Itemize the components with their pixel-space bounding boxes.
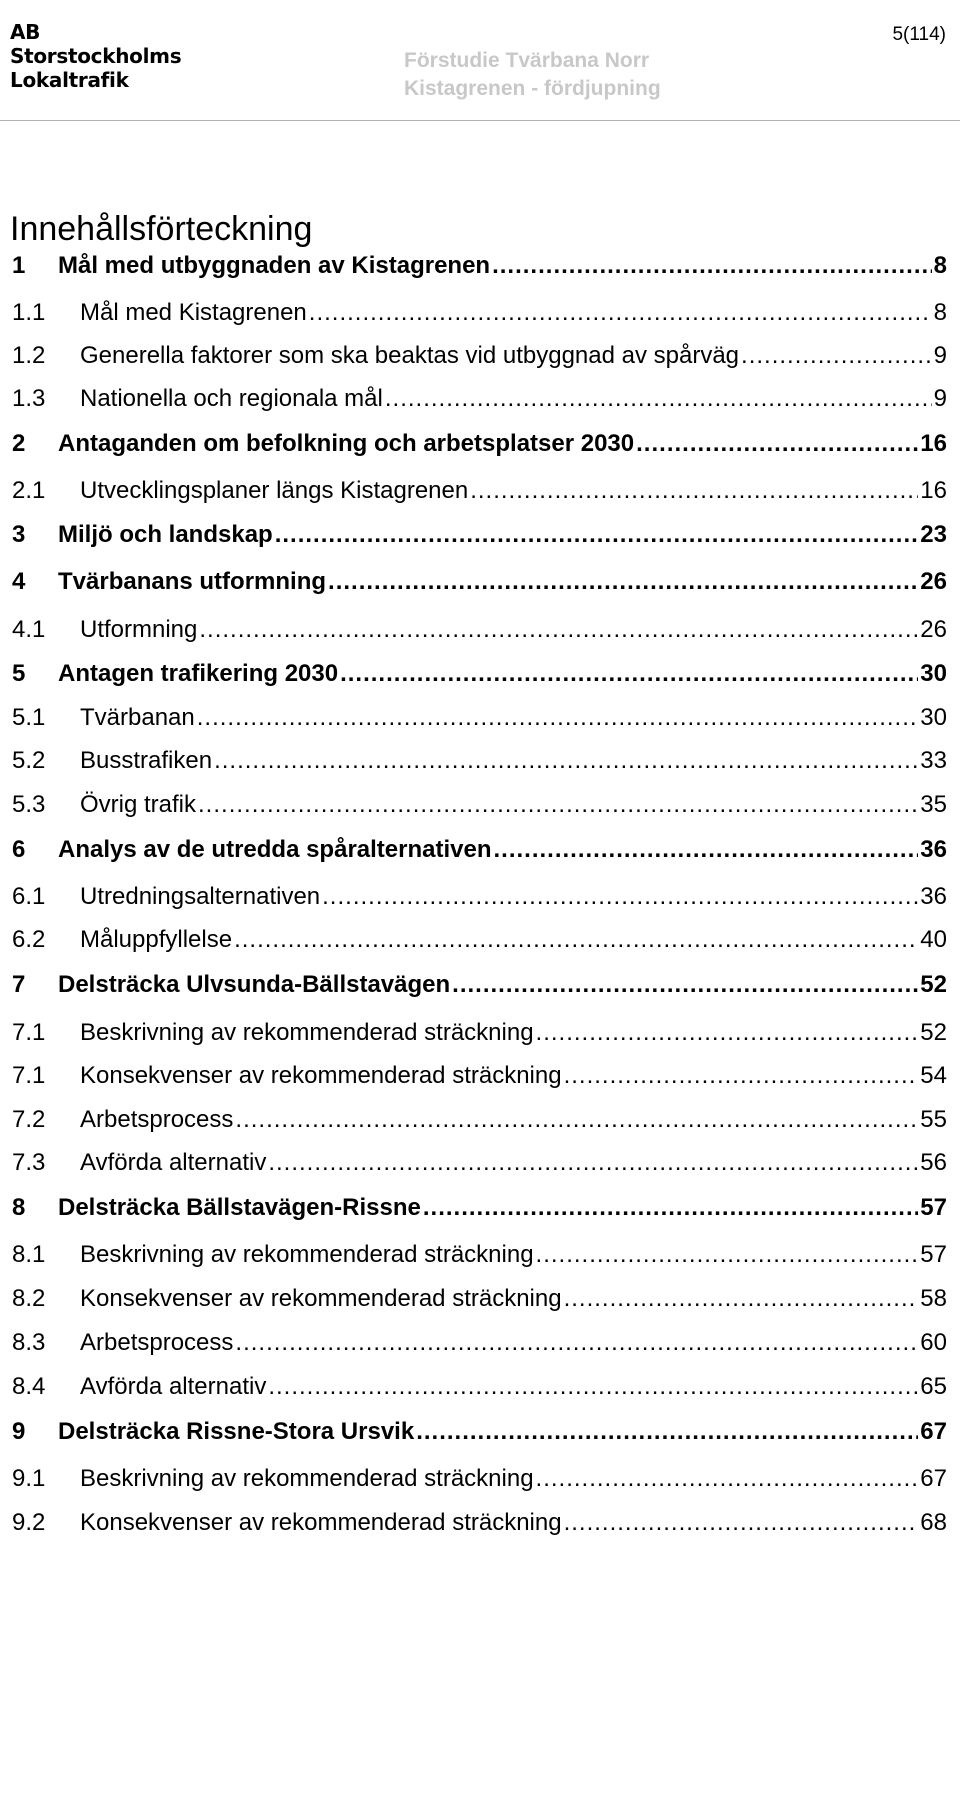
toc-entry-title: Avförda alternativ — [80, 1373, 267, 1400]
toc-entry[interactable] — [12, 296, 947, 330]
toc-entry-number: 9.1 — [12, 1465, 46, 1492]
toc-entry[interactable] — [12, 923, 947, 957]
document-title-line-2: Kistagrenen - fördjupning — [404, 77, 661, 100]
toc-entry[interactable] — [12, 382, 947, 416]
toc-entry-title: Tvärbanans utformning — [58, 568, 327, 595]
toc-entry-page: 35 — [920, 791, 947, 818]
toc-entry-title: Antaganden om befolkning och arbetsplatser 2030 — [58, 430, 635, 457]
toc-entry[interactable] — [12, 880, 947, 914]
toc-entry[interactable] — [12, 833, 947, 867]
toc-entry-page: 26 — [920, 568, 947, 595]
toc-entry-title: Delsträcka Bällstavägen-Rissne — [58, 1194, 421, 1221]
toc-entry[interactable] — [12, 1103, 947, 1137]
toc-entry-page: 60 — [920, 1329, 947, 1356]
toc-entry-page: 9 — [933, 342, 947, 369]
toc-entry-title: Måluppfyllelse — [80, 926, 233, 953]
toc-entry-number: 5.2 — [12, 747, 46, 774]
toc-entry-number: 8.4 — [12, 1373, 46, 1400]
toc-entry-title: Busstrafiken — [80, 747, 213, 774]
toc-entry[interactable] — [12, 249, 947, 283]
toc-dot-leader — [492, 249, 932, 283]
toc-entry-number: 6.1 — [12, 883, 46, 910]
toc-entry-number: 2 — [12, 430, 26, 457]
toc-entry-page: 33 — [920, 747, 947, 774]
toc-entry-number: 3 — [12, 521, 26, 548]
toc-entry[interactable] — [12, 1326, 947, 1360]
toc-dot-leader — [470, 474, 918, 508]
toc-entry-title: Analys av de utredda spåralternativen — [58, 836, 492, 863]
toc-entry[interactable] — [12, 1282, 947, 1316]
toc-dot-leader — [214, 744, 918, 778]
toc-entry[interactable] — [12, 1016, 947, 1050]
toc-entry[interactable] — [12, 1370, 947, 1404]
toc-entry-number: 7.2 — [12, 1106, 46, 1133]
toc-entry-page: 36 — [920, 836, 947, 863]
toc-entry-page: 26 — [920, 616, 947, 643]
logo-line-1: AB — [10, 20, 41, 44]
toc-entry[interactable] — [12, 1506, 947, 1540]
document-title — [404, 47, 661, 103]
toc-dot-leader — [385, 382, 932, 416]
toc-entry[interactable] — [12, 427, 947, 461]
toc-entry-number: 8.1 — [12, 1241, 46, 1268]
toc-entry-number: 7.1 — [12, 1019, 46, 1046]
toc-entry-title: Mål med utbyggnaden av Kistagrenen — [58, 252, 491, 279]
toc-entry-number: 8.2 — [12, 1285, 46, 1312]
toc-entry-title: Arbetsprocess — [80, 1329, 234, 1356]
toc-entry-number: 5.1 — [12, 704, 46, 731]
logo-line-3: Lokaltrafik — [10, 68, 129, 92]
toc-dot-leader — [416, 1415, 918, 1449]
toc-entry-number: 9.2 — [12, 1509, 46, 1536]
toc-entry[interactable] — [12, 1059, 947, 1093]
toc-entry-title: Mål med Kistagrenen — [80, 299, 307, 326]
toc-entry-number: 9 — [12, 1418, 26, 1445]
toc-entry-number: 6.2 — [12, 926, 46, 953]
toc-entry-title: Beskrivning av rekommenderad sträckning — [80, 1019, 534, 1046]
toc-entry-number: 2.1 — [12, 477, 46, 504]
toc-dot-leader — [328, 565, 918, 599]
toc-entry[interactable] — [12, 1238, 947, 1272]
toc-entry[interactable] — [12, 1146, 947, 1180]
toc-dot-leader — [268, 1370, 918, 1404]
toc-entry-page: 54 — [920, 1062, 947, 1089]
toc-entry-page: 36 — [920, 883, 947, 910]
toc-entry-page: 8 — [933, 252, 947, 279]
toc-entry-page: 67 — [920, 1418, 947, 1445]
toc-entry-page: 68 — [920, 1509, 947, 1536]
toc-entry-title: Konsekvenser av rekommenderad sträckning — [80, 1509, 562, 1536]
toc-entry[interactable] — [12, 565, 947, 599]
toc-entry[interactable] — [12, 788, 947, 822]
toc-dot-leader — [423, 1191, 918, 1225]
toc-entry-page: 30 — [920, 704, 947, 731]
toc-dot-leader — [340, 657, 918, 691]
toc-entry-title: Tvärbanan — [80, 704, 195, 731]
toc-entry-number: 7.3 — [12, 1149, 46, 1176]
toc-entry[interactable] — [12, 701, 947, 735]
toc-entry-page: 55 — [920, 1106, 947, 1133]
toc-entry-title: Beskrivning av rekommenderad sträckning — [80, 1465, 534, 1492]
toc-entry-title: Konsekvenser av rekommenderad sträckning — [80, 1062, 562, 1089]
logo-line-2: Storstockholms — [10, 44, 182, 68]
toc-entry-page: 40 — [920, 926, 947, 953]
toc-entry[interactable] — [12, 1191, 947, 1225]
toc-entry-page: 52 — [920, 971, 947, 998]
toc-dot-leader — [452, 968, 918, 1002]
toc-entry-page: 16 — [920, 430, 947, 457]
toc-dot-leader — [197, 701, 919, 735]
toc-entry-title: Nationella och regionala mål — [80, 385, 383, 412]
toc-dot-leader — [536, 1238, 919, 1272]
toc-entry-number: 1.2 — [12, 342, 46, 369]
toc-entry-page: 56 — [920, 1149, 947, 1176]
toc-dot-leader — [536, 1016, 919, 1050]
toc-entry-title: Utvecklingsplaner längs Kistagrenen — [80, 477, 469, 504]
toc-entry-page: 57 — [920, 1194, 947, 1221]
toc-entry-page: 8 — [933, 299, 947, 326]
toc-entry-number: 5 — [12, 660, 26, 687]
toc-dot-leader — [198, 788, 918, 822]
toc-dot-leader — [636, 427, 918, 461]
toc-entry-title: Antagen trafikering 2030 — [58, 660, 339, 687]
toc-entry-page: 67 — [920, 1465, 947, 1492]
toc-entry-page: 23 — [920, 521, 947, 548]
toc-dot-leader — [564, 1282, 919, 1316]
toc-entry[interactable] — [12, 1462, 947, 1496]
toc-entry-number: 8 — [12, 1194, 26, 1221]
toc-entry-page: 65 — [920, 1373, 947, 1400]
toc-entry-number: 7 — [12, 971, 26, 998]
toc-dot-leader — [309, 296, 932, 330]
toc-dot-leader — [235, 1103, 918, 1137]
toc-dot-leader — [741, 339, 932, 373]
toc-entry-page: 52 — [920, 1019, 947, 1046]
toc-entry-title: Delsträcka Ulvsunda-Bällstavägen — [58, 971, 451, 998]
toc-entry[interactable] — [12, 744, 947, 778]
toc-entry[interactable] — [12, 518, 947, 552]
toc-dot-leader — [536, 1462, 919, 1496]
toc-entry[interactable] — [12, 968, 947, 1002]
toc-entry-number: 1 — [12, 252, 26, 279]
toc-entry-number: 6 — [12, 836, 26, 863]
toc-dot-leader — [234, 923, 918, 957]
toc-entry-page: 9 — [933, 385, 947, 412]
toc-entry-number: 4.1 — [12, 616, 46, 643]
toc-dot-leader — [199, 613, 918, 647]
toc-entry-number: 8.3 — [12, 1329, 46, 1356]
toc-heading: Innehållsförteckning — [10, 210, 313, 248]
toc-dot-leader — [564, 1059, 919, 1093]
toc-entry-title: Avförda alternativ — [80, 1149, 267, 1176]
toc-entry-page: 58 — [920, 1285, 947, 1312]
toc-dot-leader — [494, 833, 919, 867]
toc-entry-page: 16 — [920, 477, 947, 504]
toc-entry[interactable] — [12, 1415, 947, 1449]
toc-dot-leader — [275, 518, 919, 552]
toc-entry-title: Generella faktorer som ska beaktas vid utbyggnad av spårväg — [80, 342, 740, 369]
toc-entry[interactable] — [12, 339, 947, 373]
toc-entry-title: Utredningsalternativen — [80, 883, 321, 910]
toc-dot-leader — [268, 1146, 918, 1180]
toc-entry-title: Övrig trafik — [80, 791, 197, 818]
toc-entry-number: 4 — [12, 568, 26, 595]
toc-entry-page: 57 — [920, 1241, 947, 1268]
toc-entry-number: 1.1 — [12, 299, 46, 326]
toc-entry[interactable] — [12, 474, 947, 508]
page-number: 5(114) — [892, 24, 946, 45]
toc-entry-page: 30 — [920, 660, 947, 687]
document-title-line-1: Förstudie Tvärbana Norr — [404, 49, 650, 72]
toc-entry-title: Miljö och landskap — [58, 521, 273, 548]
toc-entry-number: 1.3 — [12, 385, 46, 412]
toc-entry-number: 5.3 — [12, 791, 46, 818]
toc-entry-title: Arbetsprocess — [80, 1106, 234, 1133]
toc-dot-leader — [322, 880, 918, 914]
toc-entry-title: Beskrivning av rekommenderad sträckning — [80, 1241, 534, 1268]
toc-entry[interactable] — [12, 657, 947, 691]
toc-entry[interactable] — [12, 613, 947, 647]
toc-entry-title: Delsträcka Rissne-Stora Ursvik — [58, 1418, 415, 1445]
toc-entry-number: 7.1 — [12, 1062, 46, 1089]
header-divider — [0, 120, 960, 121]
sl-logo — [10, 20, 181, 92]
toc-dot-leader — [235, 1326, 918, 1360]
toc-entry-title: Konsekvenser av rekommenderad sträckning — [80, 1285, 562, 1312]
toc-entry-title: Utformning — [80, 616, 198, 643]
toc-dot-leader — [564, 1506, 919, 1540]
